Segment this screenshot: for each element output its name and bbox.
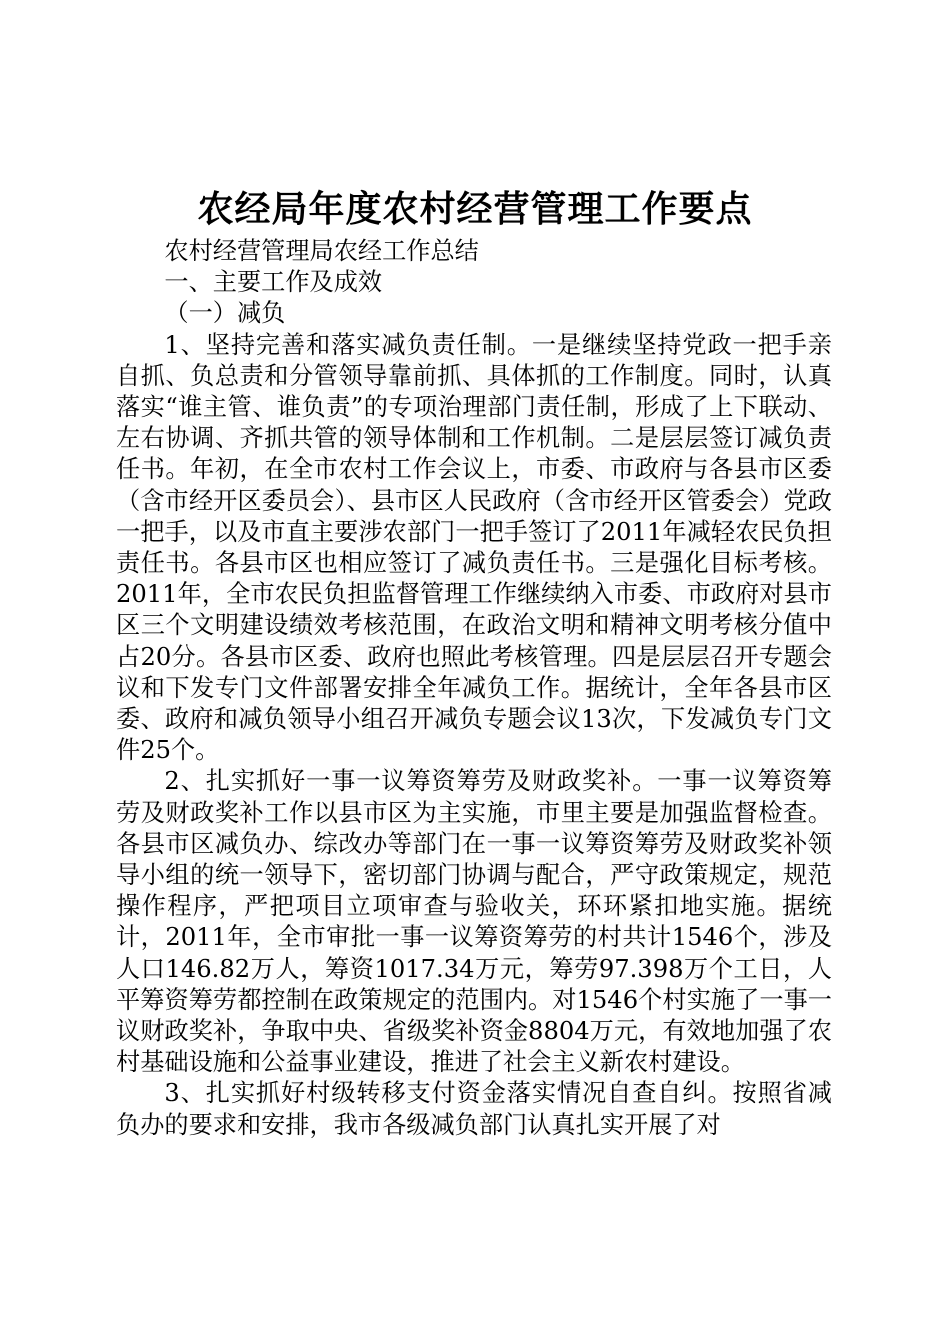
section-heading: 一、主要工作及成效 [164, 268, 383, 297]
document-title: 农经局年度农村经营管理工作要点 [197, 188, 753, 230]
paragraph-3: 3、扎实抓好村级转移支付资金落实情况自查自纠。按照省减负办的要求和安排，我市各级减负部门认真扎实开展了对 [116, 1079, 832, 1139]
document-subtitle: 农村经营管理局农经工作总结 [164, 237, 479, 265]
paragraph-2: 2、扎实抓好一事一议筹资筹劳及财政奖补。一事一议筹资筹劳及财政奖补工作以县市区为主实施，市里主要是加强监督检查。各县市区减负办、综改办等部门在一事一议筹资筹劳及财政奖补领导小组的统一领导下，密切部门协调与配合，严守政策规定，规范操作程序，严把项目立项审查与验收关，环环紧扣地实施。据统计，2011年，全市审批一事一议筹资筹劳的村共计1546个，涉及人口146.82万人，筹资1017.34万元，筹劳97.398万个工日，人平筹资筹劳都控制在政策规定的范围内。对1546个村实施了一事一议财政奖补，争取中央、省级奖补资金8804万元，有效地加强了农村基础设施和公益事业建设，推进了社会主义新农村建设。 [116, 767, 832, 1077]
paragraph-1: 1、坚持完善和落实减负责任制。一是继续坚持党政一把手亲自抓、负总责和分管领导靠前抓、具体抓的工作制度。同时，认真落实“谁主管、谁负责”的专项治理部门责任制，形成了上下联动、左右协调、齐抓共管的领导体制和工作机制。二是层层签订减负责任书。年初，在全市农村工作会议上，市委、市政府与各县市区委（含市经开区委员会）、县市区人民政府（含市经开区管委会）党政一把手，以及市直主要涉农部门一把手签订了2011年减轻农民负担责任书。各县市区也相应签订了减负责任书。三是强化目标考核。2011年，全市农民负担监督管理工作继续纳入市委、市政府对县市区三个文明建设绩效考核范围，在政治文明和精神文明考核分值中占20分。各县市区委、政府也照此考核管理。四是层层召开专题会议和下发专门文件部署安排全年减负工作。据统计，全年各县市区委、政府和减负领导小组召开减负专题会议13次，下发减负专门文件25个。 [116, 330, 832, 765]
document-body [116, 236, 832, 1141]
subsection-heading: （一）减负 [164, 299, 286, 328]
